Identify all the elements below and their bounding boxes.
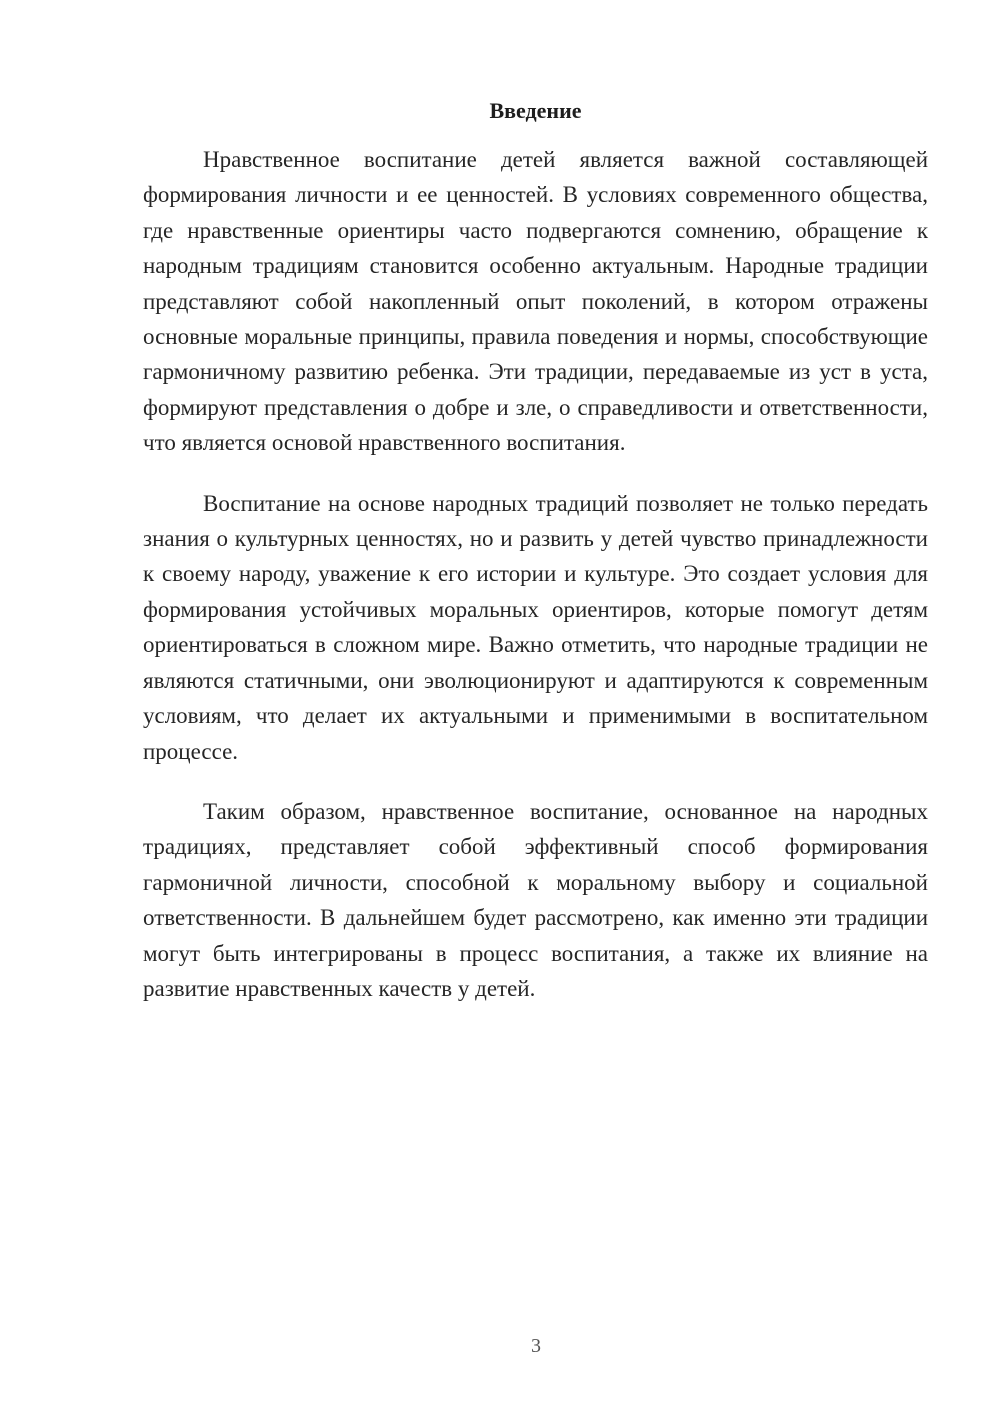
page-number: 3 <box>531 1335 541 1357</box>
paragraph-3: Таким образом, нравственное воспитание, основанное на народных традициях, представляет собой эффективный способ формирования гармоничной личности, способной к моральному выбору и социальной ответственности. В дальнейшем будет рассмотрено, как именно эти традиции могут быть интегрированы в процесс воспитания, а также их влияние на развитие нравственных качеств у детей. <box>143 798 928 1001</box>
body-text <box>143 142 928 1031</box>
section-heading: Введение <box>489 98 582 123</box>
paragraph-1: Нравственное воспитание детей является важной составляющей формирования личности и ее ценностей. В условиях современного общества, где нравственные ориентиры часто подвергаются сомнению, обращение к народным традициям становится особенно актуальным. Народные традиции представляют собой накопленный опыт поколений, в котором отражены основные моральные принципы, правила поведения и нормы, способствующие гармоничному развитию ребенка. Эти традиции, передаваемые из уст в уста, формируют представления о добре и зле, о справедливости и ответственности, что является основой нравственного воспитания. <box>143 147 928 456</box>
paragraph-2: Воспитание на основе народных традиций позволяет не только передать знания о культурных ценностях, но и развить у детей чувство принадлежности к своему народу, уважение к его истории и культуре. Это создает условия для формирования устойчивых моральных ориентиров, которые помогут детям ориентироваться в сложном мире. Важно отметить, что народные традиции не являются статичными, они эволюционируют и адаптируются к современным условиям, что делает их актуальными и применимыми в воспитательном процессе. <box>143 490 928 764</box>
